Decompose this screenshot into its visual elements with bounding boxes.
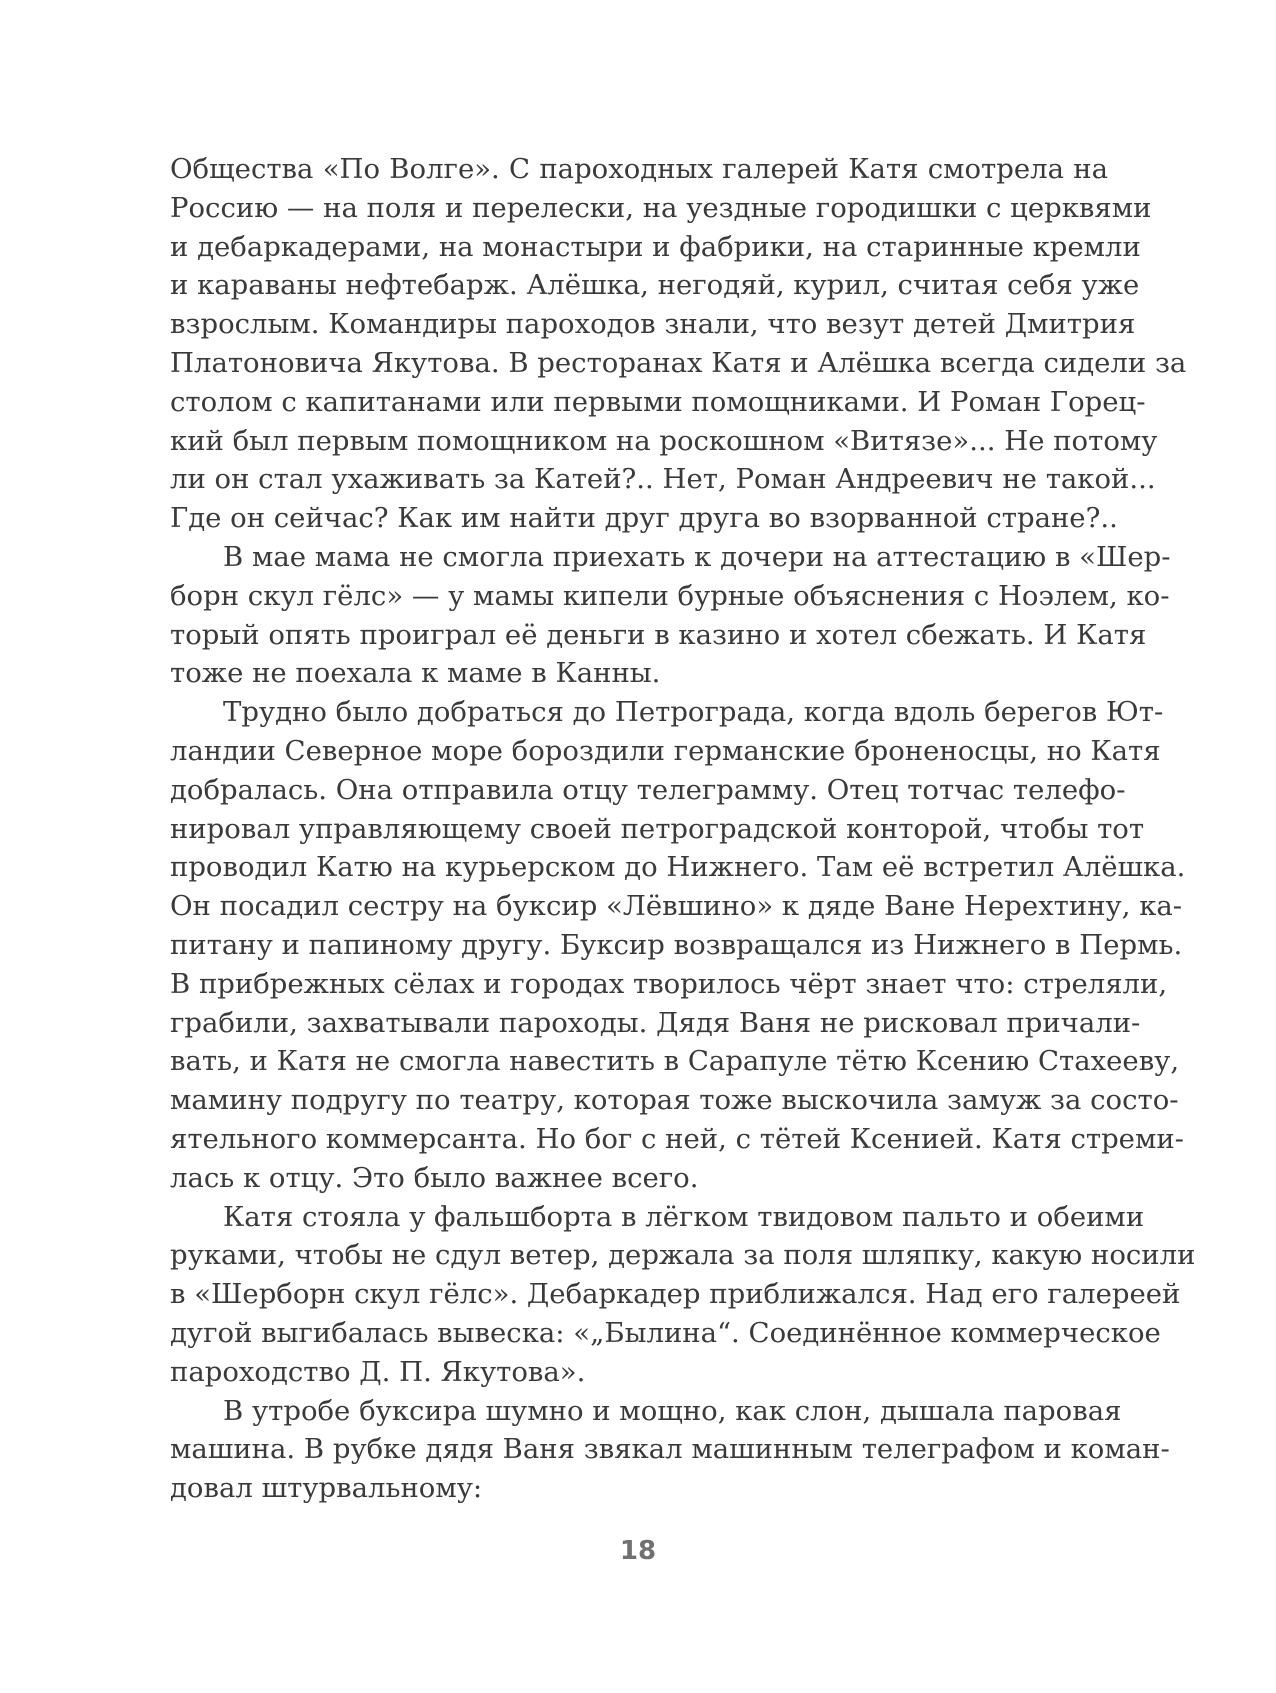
text-line: вать, и Катя не смогла навестить в Сарапуле тётю Ксению Стахееву, bbox=[170, 1045, 1180, 1078]
text-line: нировал управляющему своей петроградской конторой, чтобы тот bbox=[170, 812, 1145, 845]
text-line: пароходство Д. П. Якутова». bbox=[170, 1355, 586, 1388]
text-line: лась к отцу. Это было важнее всего. bbox=[170, 1161, 699, 1194]
text-line: В мае мама не смогла приехать к дочери на аттестацию в «Шер- bbox=[223, 540, 1171, 573]
text-line: и караваны нефтебарж. Алёшка, негодяй, курил, считая себя уже bbox=[170, 269, 1140, 302]
paragraph bbox=[170, 1198, 1196, 1392]
text-line: столом с капитанами или первыми помощниками. И Роман Горец- bbox=[170, 385, 1146, 418]
text-line: добралась. Она отправила отцу телеграмму. Отец тотчас телефо- bbox=[170, 773, 1126, 806]
text-line: грабили, захватывали пароходы. Дядя Ваня не рисковал причали- bbox=[170, 1006, 1141, 1039]
text-line: довал штурвальному: bbox=[170, 1472, 483, 1505]
text-line: Россию — на поля и перелески, на уездные городишки с церквями bbox=[170, 191, 1152, 224]
text-line: ли он стал ухаживать за Катей?.. Нет, Роман Андреевич не такой... bbox=[170, 463, 1156, 496]
text-line: борн скул гёлс» — у мамы кипели бурные объяснения с Ноэлем, ко- bbox=[170, 579, 1170, 612]
text-line: машина. В рубке дядя Ваня звякал машинным телеграфом и коман- bbox=[170, 1433, 1170, 1466]
text-line: мамину подругу по театру, которая тоже выскочила замуж за состо- bbox=[170, 1084, 1179, 1117]
text-line: питану и папиному другу. Буксир возвращался из Нижнего в Пермь. bbox=[170, 928, 1183, 961]
paragraph bbox=[170, 693, 1186, 1197]
text-line: руками, чтобы не сдул ветер, держала за поля шляпку, какую носили bbox=[170, 1239, 1196, 1272]
paragraph bbox=[170, 150, 1187, 538]
body-text bbox=[170, 150, 1196, 1508]
text-line: Где он сейчас? Как им найти друг друга во взорванной стране?.. bbox=[170, 502, 1118, 535]
text-line: торый опять проиграл её деньги в казино и хотел сбежать. И Катя bbox=[170, 618, 1147, 651]
text-line: Общества «По Волге». С пароходных галерей Катя смотрела на bbox=[170, 153, 1108, 185]
text-line: взрослым. Командиры пароходов знали, что везут детей Дмитрия bbox=[170, 308, 1136, 341]
text-line: ятельного коммерсанта. Но бог с ней, с тётей Ксенией. Катя стреми- bbox=[170, 1122, 1184, 1155]
text-line: тоже не поехала к маме в Канны. bbox=[170, 657, 661, 690]
text-line: и дебаркадерами, на монастыри и фабрики, на старинные кремли bbox=[170, 230, 1141, 263]
text-line: В утробе буксира шумно и мощно, как слон, дышала паровая bbox=[223, 1394, 1122, 1427]
text-line: Платоновича Якутова. В ресторанах Катя и Алёшка всегда сидели за bbox=[170, 346, 1187, 379]
text-line: Катя стояла у фальшборта в лёгком твидовом пальто и обеими bbox=[223, 1200, 1145, 1233]
paragraph bbox=[170, 538, 1171, 693]
text-line: ландии Северное море бороздили германские броненосцы, но Катя bbox=[170, 734, 1161, 767]
text-line: В прибрежных сёлах и городах творилось чёрт знает что: стреляли, bbox=[170, 967, 1168, 1000]
text-line: проводил Катю на курьерском до Нижнего. Там её встретил Алёшка. bbox=[170, 851, 1186, 884]
text-line: Трудно было добраться до Петрограда, когда вдоль берегов Ют- bbox=[223, 696, 1164, 729]
text-line: кий был первым помощником на роскошном «Витязе»... Не потому bbox=[170, 424, 1158, 457]
paragraph bbox=[170, 1392, 1170, 1508]
page-number: 18 bbox=[619, 1536, 657, 1566]
text-line: Он посадил сестру на буксир «Лёвшино» к дяде Ване Нерехтину, ка- bbox=[170, 890, 1183, 923]
text-line: в «Шерборн скул гёлс». Дебаркадер приближался. Над его галереей bbox=[170, 1278, 1181, 1311]
text-line: дугой выгибалась вывеска: «„Былина“. Соединённое коммерческое bbox=[170, 1316, 1161, 1349]
